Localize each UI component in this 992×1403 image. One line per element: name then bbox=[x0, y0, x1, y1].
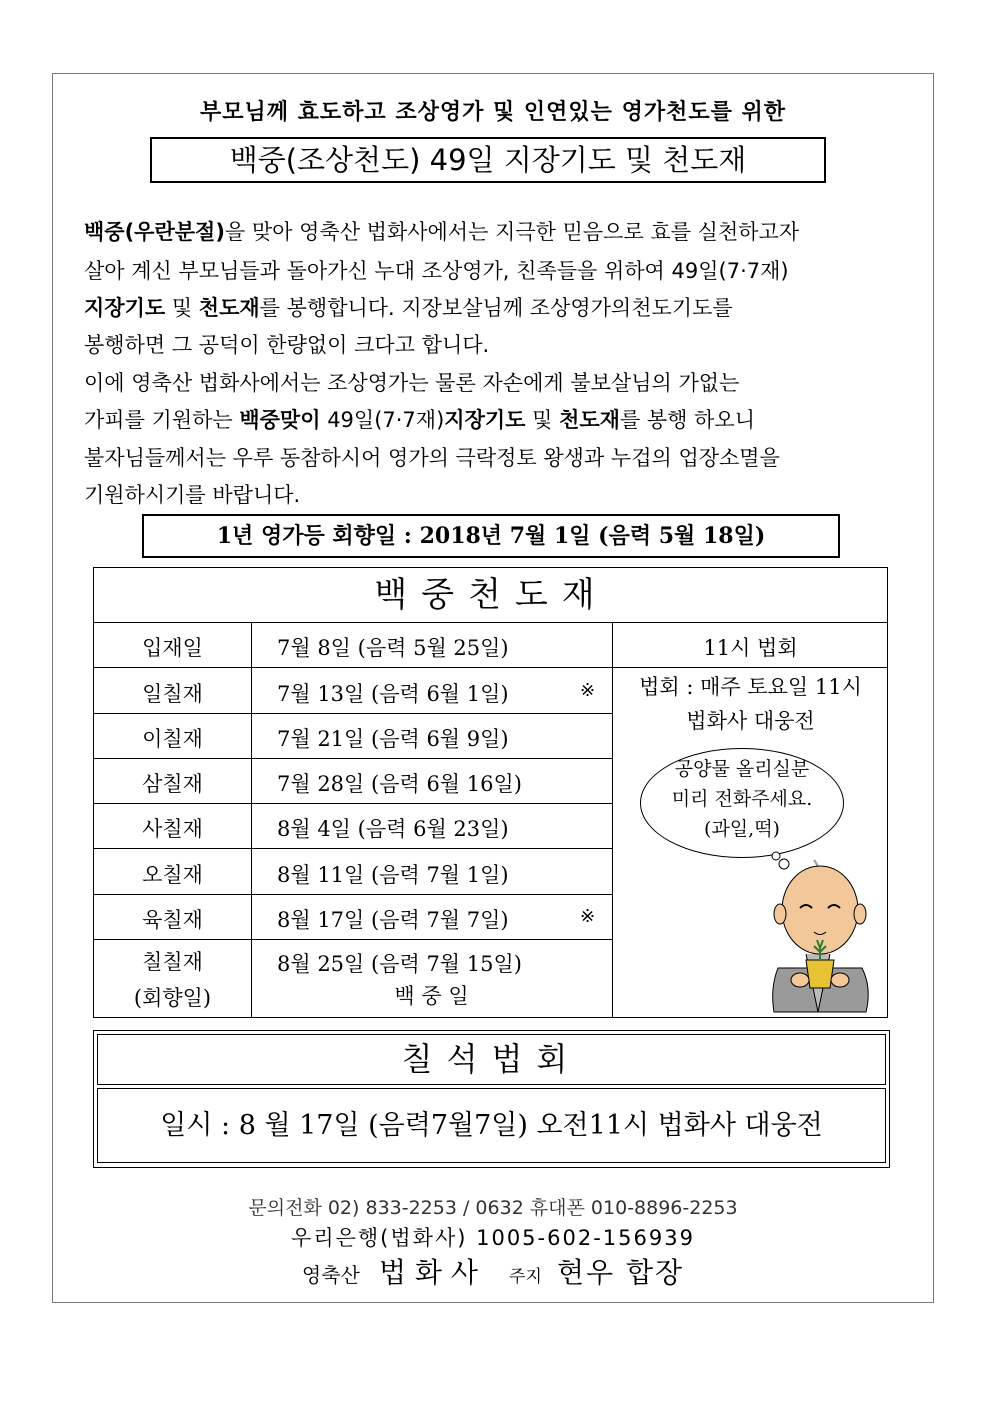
row-label: 육칠재 bbox=[142, 908, 203, 932]
intro-line-6: 가피를 기원하는 백중맞이 49일(7·7재)지장기도 및 천도재를 봉행 하오니 bbox=[84, 408, 756, 432]
row-date: 7월 8일 (음력 5월 25일) bbox=[277, 636, 509, 660]
signature bbox=[52, 1251, 934, 1291]
anniversary-box: 1년 영가등 회향일 : 2018년 7월 1일 (음력 5월 18일) bbox=[142, 514, 840, 558]
row-date: 8월 17일 (음력 7월 7일) bbox=[277, 908, 509, 932]
temple-prefix: 영축산 bbox=[301, 1263, 360, 1287]
row-label: 입재일 bbox=[142, 636, 203, 660]
row-label: 삼칠재 bbox=[142, 772, 203, 796]
bank-account: 우리은행(법화사) 1005-602-156939 bbox=[291, 1226, 695, 1250]
contact-phone: 문의전화 02) 833-2253 / 0632 휴대폰 010-8896-2253 bbox=[248, 1197, 738, 1219]
row-date: 8월 4일 (음력 6월 23일) bbox=[277, 817, 509, 841]
row-label: 사칠재 bbox=[142, 817, 203, 841]
intro-line-1: 백중(우란분절)을 맞아 영축산 법화사에서는 지극한 믿음으로 효를 실천하고자 bbox=[84, 220, 800, 244]
row-label: 칠칠재 bbox=[142, 950, 203, 974]
row-date: 7월 21일 (음력 6월 9일) bbox=[277, 727, 509, 751]
chilseok-title: 칠석법회 bbox=[97, 1034, 886, 1085]
row-label: 일칠재 bbox=[142, 682, 203, 706]
subtitle: 부모님께 효도하고 조상영가 및 인연있는 영가천도를 위한 bbox=[199, 99, 786, 125]
row-date: 7월 28일 (음력 6월 16일) bbox=[277, 772, 522, 796]
monk-illustration-icon bbox=[760, 848, 880, 1016]
intro-line-8: 기원하시기를 바랍니다. bbox=[84, 483, 301, 507]
temple-name: 법 화 사 bbox=[378, 1256, 478, 1289]
bubble-line: (과일,떡) bbox=[704, 818, 780, 840]
page-title: 백중(조상천도) 49일 지장기도 및 천도재 bbox=[150, 137, 826, 183]
intro-line-7: 불자님들께서는 우루 동참하시어 영가의 극락정토 왕생과 누겁의 업장소멸을 bbox=[84, 446, 780, 470]
weekly-service: 법회 : 매주 토요일 11시 bbox=[639, 675, 862, 699]
row-label: 이칠재 bbox=[142, 727, 203, 751]
row-date: 7월 13일 (음력 6월 1일) bbox=[277, 682, 509, 706]
row-date: 8월 11일 (음력 7월 1일) bbox=[277, 863, 509, 887]
speech-bubble bbox=[640, 748, 844, 858]
row-label: 오칠재 bbox=[142, 863, 203, 887]
service-location: 법화사 대웅전 bbox=[686, 709, 815, 733]
intro-line-5: 이에 영축산 법화사에서는 조상영가는 물론 자손에게 불보살님의 가없는 bbox=[84, 371, 740, 395]
abbot-name: 현우 합장 bbox=[556, 1256, 685, 1289]
row-label-sub: (회향일) bbox=[133, 986, 212, 1010]
intro-line-4: 봉행하면 그 공덕이 한량없이 크다고 합니다. bbox=[84, 333, 490, 357]
row-date: 8월 25일 (음력 7월 15일) bbox=[277, 952, 522, 976]
intro-line-2: 살아 계신 부모님들과 돌아가신 누대 조상영가, 친족들을 위하여 49일(7·7재) bbox=[84, 259, 789, 283]
note-mark: ※ bbox=[580, 906, 596, 927]
bubble-line: 공양물 올리실분 bbox=[674, 758, 810, 780]
abbot-prefix: 주지 bbox=[509, 1267, 542, 1287]
schedule-title: 백중천도재 bbox=[374, 575, 609, 615]
chilseok-box bbox=[93, 1030, 890, 1168]
note-mark: ※ bbox=[580, 680, 596, 701]
bubble-line: 미리 전화주세요. bbox=[671, 788, 813, 810]
row-note: 백 중 일 bbox=[394, 984, 469, 1008]
intro-line-3: 지장기도 및 천도재를 봉행합니다. 지장보살님께 조상영가의천도기도를 bbox=[84, 296, 733, 320]
service-time: 11시 법회 bbox=[703, 636, 798, 660]
chilseok-detail: 일시 : 8 월 17일 (음력7월7일) 오전11시 법화사 대웅전 bbox=[97, 1088, 886, 1163]
